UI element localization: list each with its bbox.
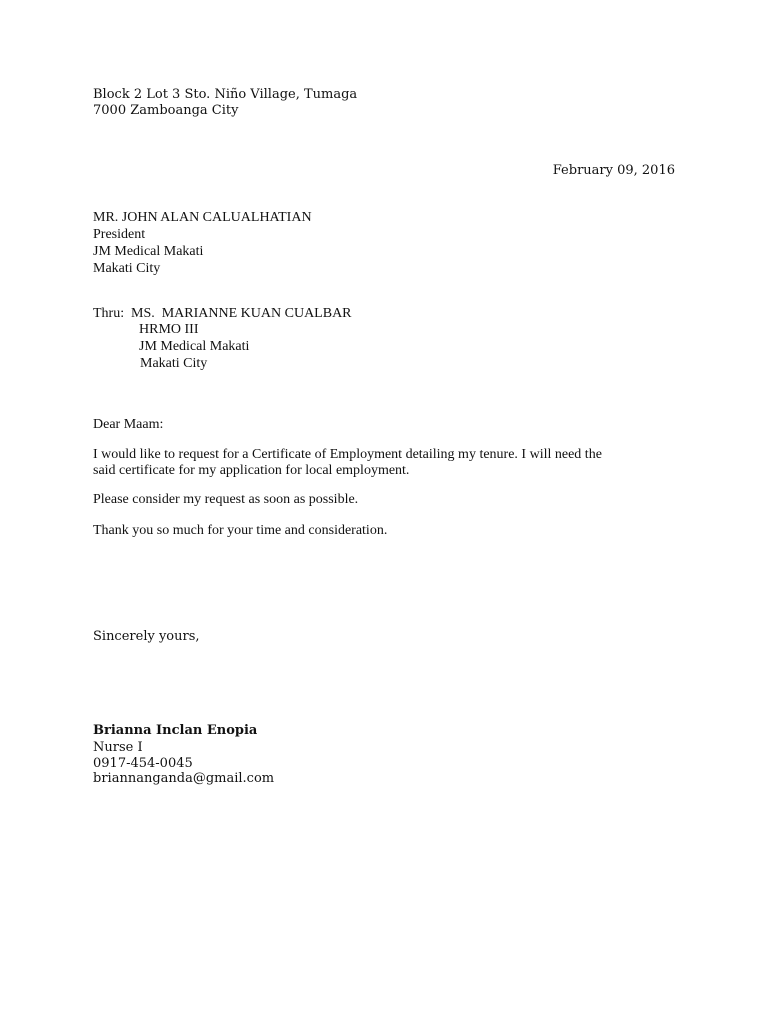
- thru-city: Makati City: [140, 356, 208, 371]
- signature-email: briannanganda@gmail.com: [93, 771, 275, 786]
- letter-date: February 09, 2016: [552, 163, 675, 178]
- sender-address-line2: 7000 Zamboanga City: [93, 103, 239, 118]
- signature-position: Nurse I: [93, 740, 143, 755]
- signature-phone: 0917-454-0045: [93, 756, 193, 771]
- sender-address-line1: Block 2 Lot 3 Sto. Niño Village, Tumaga: [93, 87, 358, 102]
- recipient-name: MR. JOHN ALAN CALUALHATIAN: [93, 210, 312, 225]
- thru-prefix: Thru:: [93, 306, 125, 321]
- paragraph-3: Thank you so much for your time and consideration.: [93, 523, 388, 538]
- recipient-city: Makati City: [93, 261, 161, 276]
- closing: Sincerely yours,: [93, 629, 200, 644]
- thru-company: JM Medical Makati: [139, 339, 250, 354]
- paragraph-2: Please consider my request as soon as possible.: [93, 492, 359, 507]
- thru-name: MS. MARIANNE KUAN CUALBAR: [131, 306, 352, 321]
- recipient-title: President: [93, 227, 146, 242]
- salutation: Dear Maam:: [93, 417, 164, 432]
- signature-name: Brianna Inclan Enopia: [93, 723, 258, 738]
- thru-title: HRMO III: [139, 322, 199, 337]
- paragraph-1-line-2: said certificate for my application for local employment.: [93, 463, 410, 478]
- paragraph-1-line-1: I would like to request for a Certificate of Employment detailing my tenure. I will need the: [93, 447, 602, 462]
- recipient-company: JM Medical Makati: [93, 244, 204, 259]
